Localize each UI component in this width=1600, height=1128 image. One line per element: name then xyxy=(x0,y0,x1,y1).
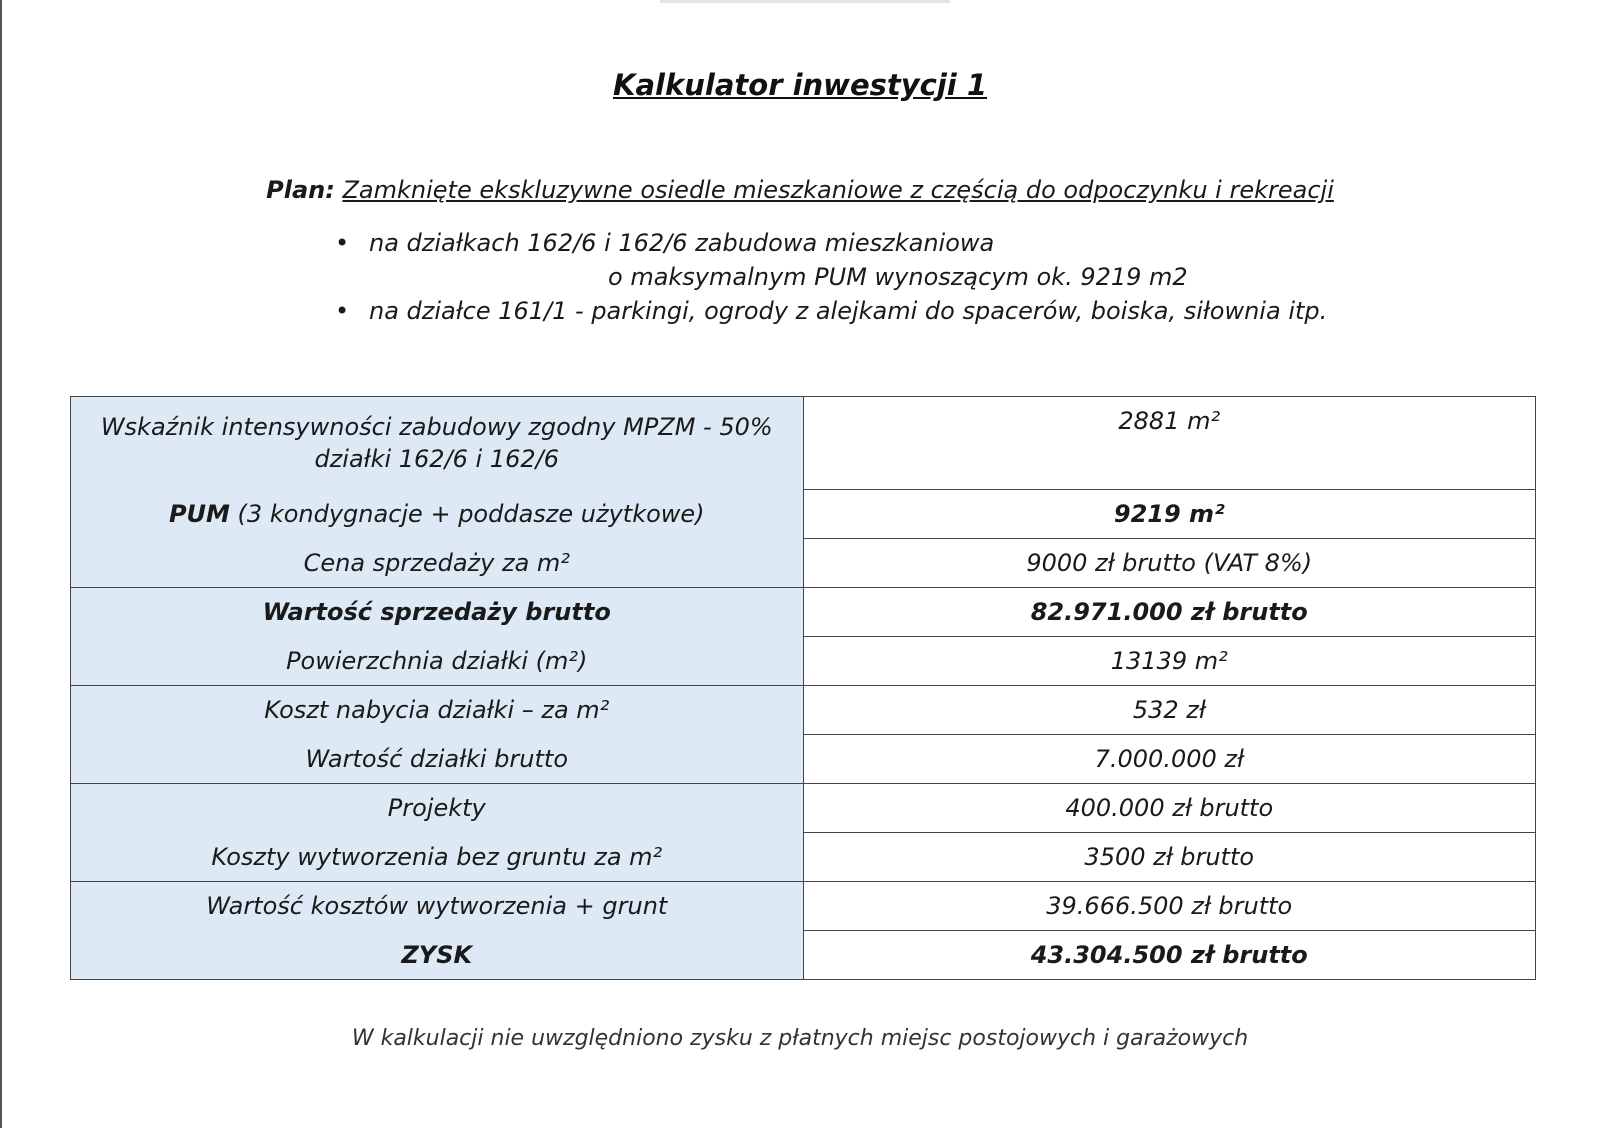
label-line: Wskaźnik intensywności zabudowy zgodny MPZM - 50% xyxy=(100,413,773,442)
row-label: Powierzchnia działki (m²) xyxy=(71,637,804,686)
label-line: działki 162/6 i 162/6 xyxy=(314,445,560,474)
row-label: Projekty xyxy=(71,784,804,833)
row-value: 13139 m² xyxy=(803,637,1536,686)
footnote: W kalkulacji nie uwzględniono zysku z płatnych miejsc postojowych i garażowych xyxy=(351,1026,1249,1051)
bullet-continuation: o maksymalnym PUM wynoszącym ok. 9219 m2 xyxy=(608,263,1188,291)
plan-line xyxy=(0,176,1600,204)
row-value: 39.666.500 zł brutto xyxy=(803,882,1536,931)
table-row xyxy=(71,539,1536,588)
table-row xyxy=(71,637,1536,686)
table-row xyxy=(71,931,1536,980)
bullet-icon: • xyxy=(335,229,350,257)
top-header-mark xyxy=(660,0,950,3)
plan-text: Zamknięte ekskluzywne osiedle mieszkaniowe z częścią do odpoczynku i rekreacji xyxy=(342,176,1334,204)
pum-detail: (3 kondygnacje + poddasze użytkowe) xyxy=(229,500,705,528)
table-row xyxy=(71,490,1536,539)
plan-label: Plan: xyxy=(266,176,335,204)
investment-table xyxy=(70,396,1536,980)
list-item xyxy=(335,226,1475,260)
row-label: Wartość działki brutto xyxy=(71,735,804,784)
bullet-icon: • xyxy=(335,297,350,325)
profit-label: ZYSK xyxy=(71,931,804,980)
row-value: 82.971.000 zł brutto xyxy=(803,588,1536,637)
table-row xyxy=(71,397,1536,490)
page-left-border xyxy=(0,0,2,1128)
bullet-text: na działce 161/1 - parkingi, ogrody z alejkami do spacerów, boiska, siłownia itp. xyxy=(369,297,1328,325)
table-row xyxy=(71,882,1536,931)
row-label xyxy=(71,397,804,490)
row-label: Wartość sprzedaży brutto xyxy=(71,588,804,637)
row-value: 9000 zł brutto (VAT 8%) xyxy=(803,539,1536,588)
row-value: 3500 zł brutto xyxy=(803,833,1536,882)
row-value: 7.000.000 zł xyxy=(803,735,1536,784)
row-label: Cena sprzedaży za m² xyxy=(71,539,804,588)
table-row xyxy=(71,833,1536,882)
table-row xyxy=(71,735,1536,784)
table-row xyxy=(71,686,1536,735)
table-row xyxy=(71,784,1536,833)
list-item xyxy=(335,294,1475,328)
row-value: 400.000 zł brutto xyxy=(803,784,1536,833)
row-label: Koszty wytworzenia bez gruntu za m² xyxy=(71,833,804,882)
row-value: 2881 m² xyxy=(803,397,1536,490)
row-value: 9219 m² xyxy=(803,490,1536,539)
profit-value: 43.304.500 zł brutto xyxy=(803,931,1536,980)
row-label: Wartość kosztów wytworzenia + grunt xyxy=(71,882,804,931)
row-value: 532 zł xyxy=(803,686,1536,735)
row-label xyxy=(71,490,804,539)
plan-bullet-list xyxy=(335,226,1475,328)
table-row xyxy=(71,588,1536,637)
pum-label: PUM xyxy=(168,500,230,528)
bullet-text: na działkach 162/6 i 162/6 zabudowa mieszkaniowa xyxy=(369,229,995,257)
row-label: Koszt nabycia działki – za m² xyxy=(71,686,804,735)
page-title: Kalkulator inwestycji 1 xyxy=(612,68,988,102)
